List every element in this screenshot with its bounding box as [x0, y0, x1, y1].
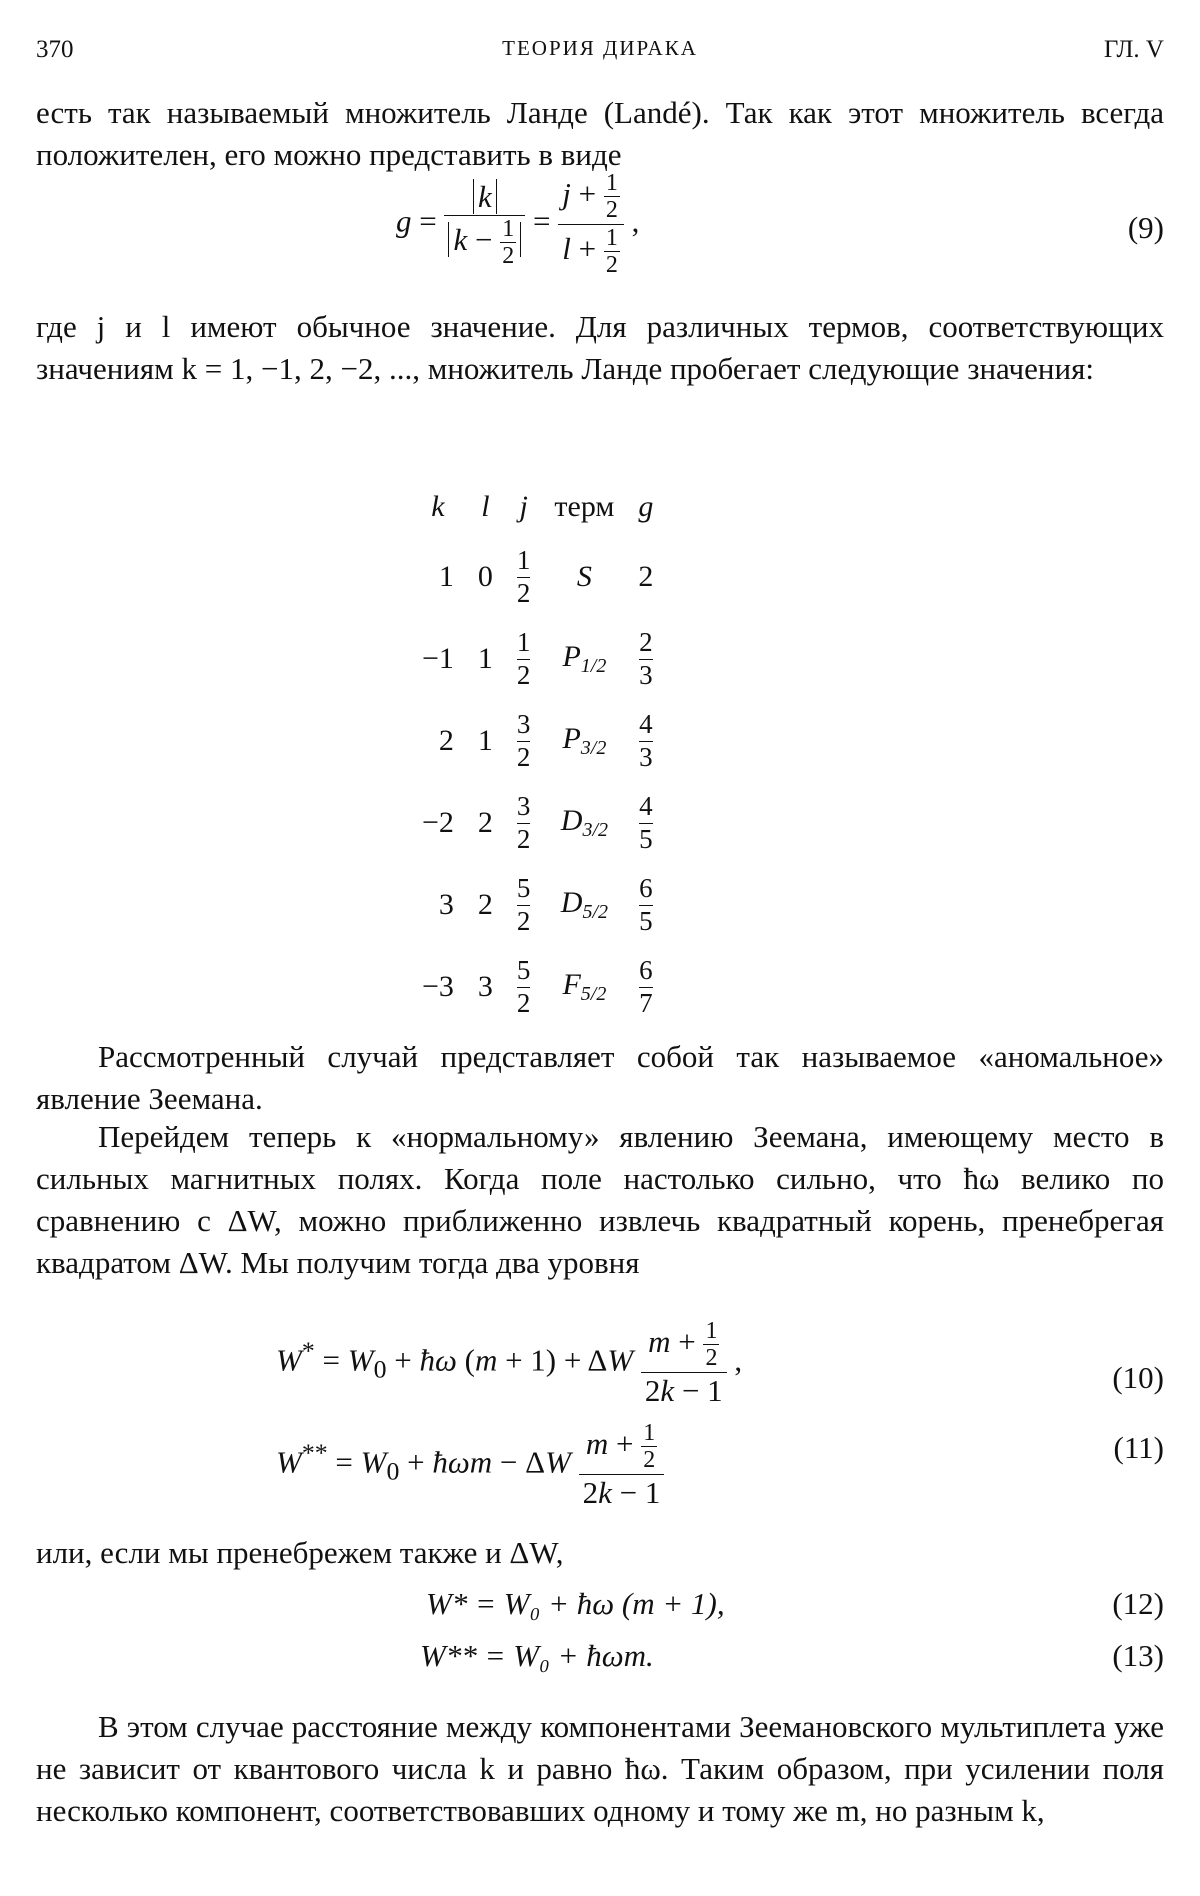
cell-term	[542, 782, 626, 864]
table-header-row	[410, 490, 665, 536]
j-fraction	[517, 709, 531, 772]
term-subscript: 3/2	[582, 819, 609, 841]
equation-number-10: (10)	[1112, 1360, 1164, 1395]
g-fraction	[639, 873, 653, 936]
table-row	[410, 864, 665, 946]
j-denominator: 2	[516, 741, 531, 772]
equation-number-11: (11)	[1113, 1430, 1164, 1465]
equation-12	[36, 1586, 1164, 1630]
term-symbol: P	[562, 640, 581, 673]
j-numerator: 3	[517, 709, 531, 741]
page-number: 370	[36, 36, 74, 63]
g-numerator: 6	[639, 873, 653, 905]
table-row	[410, 536, 665, 618]
j-fraction	[517, 627, 531, 690]
cell-term	[542, 946, 626, 1028]
paragraph-6: В этом случае расстояние между компонентами Зеемановского мультиплета уже не зависит от квантового числа k и равно ħω. Таким образом, при усилении поля несколько компонент, соответствовавших одному и тому же m, но разным k,	[36, 1709, 1164, 1828]
equation-11: $W^{**} = W_0$ + ħωm − ΔW m + $\frac{1}{2}$ 2k − 1 (11)	[276, 1420, 1164, 1510]
g-denominator: 5	[639, 905, 653, 936]
term-symbol: P	[562, 722, 581, 755]
cell-k: −1	[422, 642, 454, 675]
column-header-k: k	[431, 490, 445, 523]
equation-13-body: W** = W₀ + ħωm.	[420, 1638, 654, 1673]
cell-term	[542, 618, 626, 700]
g-numerator: 4	[639, 709, 653, 741]
cell-g	[626, 536, 665, 618]
equation-number-9: (9)	[1127, 210, 1164, 245]
cell-j	[505, 782, 543, 864]
paragraph-2: где j и l имеют обычное значение. Для различных термов, соответствующих значениям k = 1, −1, 2, −2, ..., множитель Ланде пробегает следующие значения:	[36, 309, 1164, 386]
table-row	[410, 782, 665, 864]
j-denominator: 2	[516, 577, 531, 608]
g-fraction	[639, 627, 653, 690]
cell-term	[542, 536, 626, 618]
equation-10: $W^* = W_0$ + ħω (m + 1) + ΔW m + $\frac{1}{2}$ 2k − 1 , (10)	[276, 1318, 1164, 1408]
cell-l: 1	[477, 724, 493, 757]
j-fraction	[517, 545, 531, 608]
g-fraction	[639, 955, 653, 1018]
cell-term	[542, 700, 626, 782]
g-fraction	[639, 791, 653, 854]
equation-9: g = k k − $\frac{1}{2}$ = j + $\frac{1}{2}$ l + $\frac{1}{2}$ , (9)	[396, 170, 1164, 279]
paragraph-4: Перейдем теперь к «нормальному» явлению Зеемана, имеющему место в сильных магнитных полях. Когда поле настолько сильно, что ħω велико по сравнению с ΔW, можно приближенно извлечь квадратный корень, пренебрегая квадратом ΔW. Мы получим тогда два уровня	[36, 1119, 1164, 1280]
paragraph-3: Рассмотренный случай представляет собой так называемое «аномальное» явление Зеемана.	[36, 1039, 1164, 1116]
cell-k: 2	[438, 724, 454, 757]
column-header-term: терм	[554, 490, 615, 523]
equation-12-body: W* = W₀ + ħω (m + 1),	[426, 1586, 725, 1621]
g-denominator: 7	[639, 987, 653, 1018]
j-denominator: 2	[516, 905, 531, 936]
cell-g	[626, 782, 665, 864]
running-title: ТЕОРИЯ ДИРАКА	[502, 36, 698, 60]
term-symbol: D	[560, 886, 583, 919]
cell-l: 2	[477, 888, 493, 921]
column-header-l: l	[481, 490, 490, 523]
column-header-g: g	[638, 490, 654, 523]
j-denominator: 2	[516, 659, 531, 690]
j-numerator: 1	[517, 627, 531, 659]
cell-l: 2	[477, 806, 493, 839]
cell-g	[626, 700, 665, 782]
term-subscript: 5/2	[580, 983, 607, 1005]
j-numerator: 1	[517, 545, 531, 577]
equation-13	[36, 1638, 1164, 1682]
lande-factor-table	[410, 490, 665, 1028]
j-denominator: 2	[516, 987, 531, 1018]
table-row	[410, 700, 665, 782]
cell-k: −3	[422, 970, 454, 1003]
cell-g	[626, 618, 665, 700]
cell-k: 3	[438, 888, 454, 921]
equation-number-12: (12)	[1112, 1586, 1164, 1621]
j-fraction	[517, 873, 531, 936]
term-symbol: D	[560, 804, 583, 837]
term-symbol: S	[576, 560, 592, 593]
cell-j	[505, 864, 543, 946]
cell-l: 1	[477, 642, 493, 675]
g-numerator: 6	[639, 955, 653, 987]
cell-term	[542, 864, 626, 946]
cell-j	[505, 946, 543, 1028]
cell-l: 0	[477, 560, 493, 593]
paragraph-5: или, если мы пренебрежем также и ΔW,	[36, 1535, 564, 1570]
cell-k: −2	[422, 806, 454, 839]
cell-j	[505, 536, 543, 618]
cell-g	[626, 946, 665, 1028]
cell-l: 3	[477, 970, 493, 1003]
g-numerator: 4	[639, 791, 653, 823]
chapter-label: ГЛ. V	[1103, 36, 1164, 63]
table-row	[410, 946, 665, 1028]
term-symbol: F	[562, 968, 581, 1001]
column-header-j: j	[519, 490, 528, 523]
cell-k: 1	[438, 560, 454, 593]
g-fraction	[639, 709, 653, 772]
table-row	[410, 618, 665, 700]
paragraph-1: есть так называемый множитель Ланде (Landé). Так как этот множитель всегда положителен, его можно представить в виде	[36, 95, 1164, 172]
term-subscript: 1/2	[580, 655, 607, 677]
j-denominator: 2	[516, 823, 531, 854]
j-numerator: 3	[517, 791, 531, 823]
j-fraction	[517, 955, 531, 1018]
equation-number-13: (13)	[1112, 1638, 1164, 1673]
g-numerator: 2	[639, 627, 653, 659]
j-numerator: 5	[517, 873, 531, 905]
j-fraction	[517, 791, 531, 854]
cell-g	[626, 864, 665, 946]
g-denominator: 3	[639, 659, 653, 690]
cell-j	[505, 618, 543, 700]
term-subscript: 5/2	[582, 901, 609, 923]
term-subscript: 3/2	[580, 737, 607, 759]
g-denominator: 5	[639, 823, 653, 854]
running-head	[36, 36, 1164, 76]
cell-j	[505, 700, 543, 782]
j-numerator: 5	[517, 955, 531, 987]
g-denominator: 3	[639, 741, 653, 772]
g-value: 2	[638, 560, 654, 593]
